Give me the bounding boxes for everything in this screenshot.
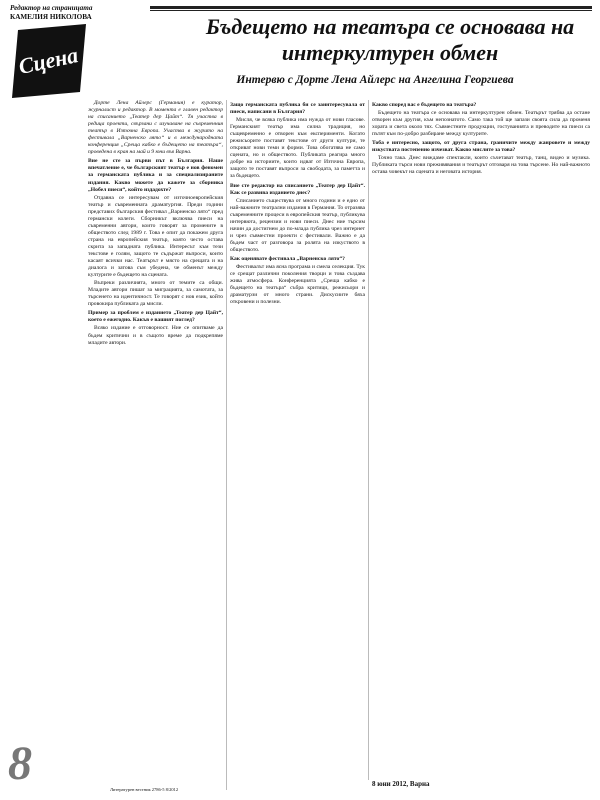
column-divider bbox=[226, 100, 227, 790]
question-7: Пример за проблем е изданието „Театер дер Цайт“, което е ежегодно. Какъв е вашият поглед? bbox=[88, 310, 223, 324]
answer-1b: Въпреки различията, много от темите са общи. Младите автори пишат за миграцията, за самотата, за търсенето на идентичност. Те говорят с нов език, който провокира публиката да мисли. bbox=[88, 280, 223, 308]
answer-1: Отдавна се интересувам от източноевропейския театър и съвременната драматургия. Преди години представих българския фестивал „Варненско лято“ пред германски колеги. Сборникът включва пиеси на съвременни автори, които говорят за промените в обществото след 1989 г. Това е опит да покажем друга страна на европейския театър, която често остава скрита за западната публика. Интересът към тези текстове е голям, защото те съдържат въпроси, които касаят всички нас. Театърът е място на срещата и на диалога и затова съм убедена, че обменът между културите е бъдещето на сцената. bbox=[88, 194, 223, 279]
question-6: Тоба е интересно, защото, от друга страна, граничите между жанровете и между изкуствата постепенно изчезват. Какво мислите за това? bbox=[372, 140, 590, 154]
article-title: Бъдещето на театъра се основава на интеркултурен обмен bbox=[205, 14, 575, 65]
question-1: Вие не сте за първи път в България. Наше впечатление е, че българският театър е нов феномен за германската публика и за специализираните издания. Какво можете да кажете за сборника „Нобел пиеси“, който издадохте? bbox=[88, 158, 223, 193]
article-column-2 bbox=[230, 100, 365, 790]
top-rule bbox=[150, 6, 592, 9]
article-subtitle: Интервю с Дорте Лена Айлерс на Ангелина Георгиева bbox=[236, 74, 514, 86]
editor-role: Редактор на страницата bbox=[10, 4, 93, 12]
answer-4: Фестивалът има ясна програма и смела селекция. Тук се срещат различни поколения творци и това създава жива атмосфера. Конференцията „Среща кабко е бъдещето на театъра“ събра критици, режисьори и драматурзи от много страни. Дискусиите бяха откровени и полезни. bbox=[230, 264, 365, 306]
editor-name: КАМЕЛИЯ НИКОЛОВА bbox=[10, 13, 92, 21]
scena-logo bbox=[8, 22, 90, 102]
answer-7: Всяко издание е отговорност. Ние се опитваме да бъдем критични и в същото време да подкрепяме младите автори. bbox=[88, 325, 223, 346]
column-divider bbox=[368, 100, 369, 780]
article-column-3 bbox=[372, 100, 590, 770]
logo-text: Сцена bbox=[16, 42, 81, 80]
article-column-1 bbox=[88, 100, 223, 712]
question-3: Вие сте редактор на списанието „Театер дер Цайт“. Как се развива изданието днес? bbox=[230, 182, 365, 196]
answer-3: Списанието съществува от много години и е едно от най-важните театрални издания в Германия. То отразява съвременните процеси в европейския театър, публикува интервюта, рецензии и нови пиеси. Днес ние търсим начин да достигнем до по-млада публика чрез интернет и чрез съвместни проекти с фестивали. Важно е да бъдем част от разговора за ролята на изкуството в обществото. bbox=[230, 197, 365, 253]
question-4: Как оценявате фестивала „Варненско лято“? bbox=[230, 255, 345, 262]
page-editor-credit bbox=[10, 4, 150, 22]
answer-2: Мисля, че всяка публика има нужда от нови гласове. Германският театър има силна традиция, но същевременно е отворен към експерименти. Когато режисьорите поставят текстове от други култури, те откриват нови теми и форми. Това обогатява не само сцената, но и обществото. Публиката реагира много добре на историите, които идват от Източна Европа, защото те поставят въпроси за свободата, за паметта и за бъдещето. bbox=[230, 117, 365, 180]
answer-6: Точно така. Днес виждаме спектакли, които съчетават театър, танц, видео и музика. Публиката търси нови преживявания и театърът отговаря на това търсене. Но най-важното остава човекът на сцената и неговата история. bbox=[372, 155, 590, 176]
page-number: 8 bbox=[8, 737, 32, 790]
top-rule-thin bbox=[150, 10, 592, 11]
footer-publication: Литературен вестник 2786-5 8/2012 bbox=[110, 787, 179, 792]
article-intro: Дорте Лена Айлерс (Германия) е куратор, журналист и редактор. В момента е главен редактор на списанието „Театер дер Цайт“. Тя участва в редица проекти, свързани с изучаване на съвременния театър в Източна Европа. Участва в журито на фестивала „Варненско лято“ и в международната конференция „Среща кабко е бъдещето на театъра“, проведена в края на май и 9 юни във Варна. bbox=[88, 100, 223, 156]
answer-5: Бъдещето на театъра се основава на интеркултурен обмен. Театърът трябва да остане отворен към другия, към непознатото. Само така той ще запази своята сила да променя хората и света около тях. Съвместните продукции, гостуванията и преводите на пиеси са пътят към по-добро разбиране между културите. bbox=[372, 110, 590, 138]
question-5: Какво според вас е бъдещето на театъра? bbox=[372, 102, 477, 108]
question-2: Защо германската публика би се заинтересувала от пиеси, написани в България? bbox=[230, 102, 365, 116]
dateline: 8 юни 2012, Варна bbox=[372, 780, 430, 788]
